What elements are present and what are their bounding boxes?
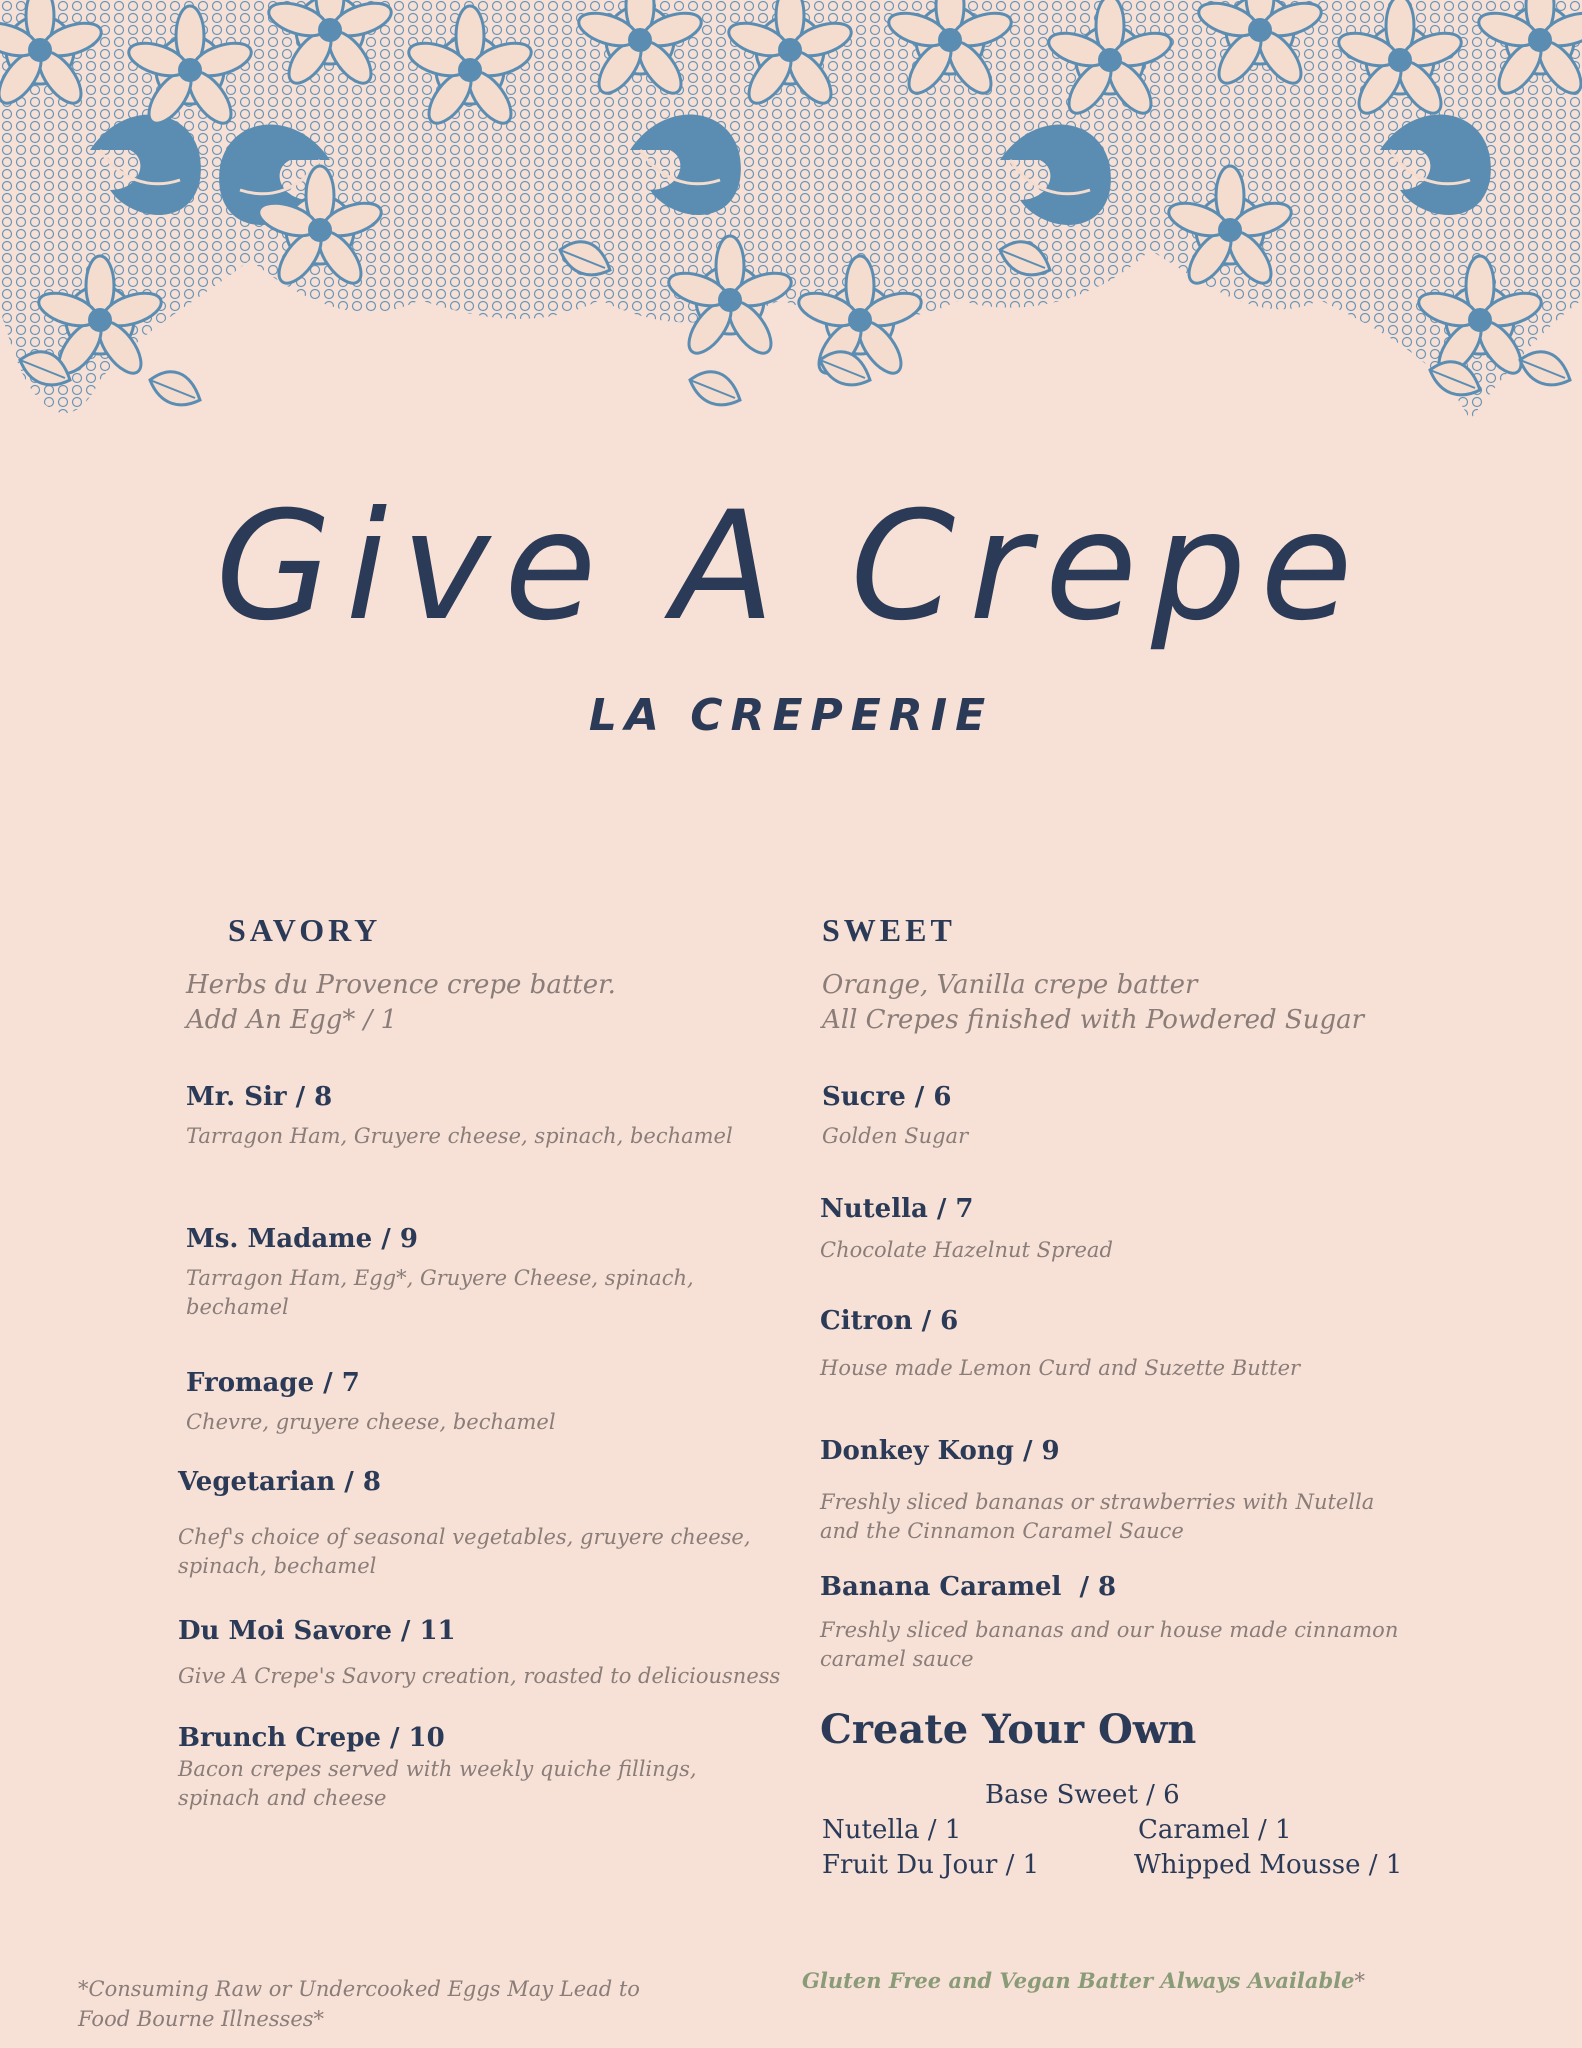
menu-item-mr-sir [186, 1082, 786, 1151]
footnote-line: Food Bourne Illnesses* [78, 2007, 325, 2031]
item-description: Tarragon Ham, Egg*, Gruyere Cheese, spinach, bechamel [186, 1266, 694, 1319]
gluten-free-asterisk: * [1354, 1969, 1366, 1993]
item-name: Nutella / 7 [820, 1194, 974, 1224]
savory-intro-line: Add An Egg* / 1 [186, 1005, 398, 1035]
item-name: Banana Caramel / 8 [820, 1572, 1117, 1602]
item-name: Citron / 6 [820, 1306, 959, 1336]
sweet-heading: SWEET [822, 912, 956, 948]
savory-intro [186, 968, 616, 1038]
menu-item-du-moi-savore [178, 1616, 818, 1691]
menu-item-vegetarian [178, 1467, 778, 1581]
item-description: Golden Sugar [822, 1124, 969, 1148]
menu-item-fromage [186, 1368, 786, 1437]
sweet-intro-line: All Crepes finished with Powdered Sugar [822, 1005, 1365, 1035]
item-name: Brunch Crepe / 10 [178, 1723, 445, 1753]
item-description: Chevre, gruyere cheese, bechamel [186, 1410, 556, 1434]
create-your-own-option: Caramel / 1 [1138, 1815, 1292, 1845]
eggs-warning-footnote [78, 1974, 640, 2034]
item-description: Freshly sliced bananas or strawberries with Nutella and the Cinnamon Caramel Sauce [820, 1490, 1375, 1543]
create-your-own-base: Base Sweet / 6 [985, 1780, 1180, 1810]
menu-item-brunch-crepe [178, 1723, 738, 1813]
create-your-own-option: Whipped Mousse / 1 [1134, 1850, 1403, 1880]
item-description: Chocolate Hazelnut Spread [820, 1238, 1113, 1262]
footnote-line: *Consuming Raw or Undercooked Eggs May Lead to [78, 1977, 640, 2001]
savory-intro-line: Herbs du Provence crepe batter. [186, 970, 616, 1000]
create-your-own-option: Fruit Du Jour / 1 [822, 1850, 1040, 1880]
item-name: Ms. Madame / 9 [186, 1224, 418, 1254]
gluten-free-text: Gluten Free and Vegan Batter Always Available [802, 1968, 1355, 1993]
menu-item-banana-caramel [820, 1572, 1410, 1674]
item-description: Bacon crepes served with weekly quiche fillings, spinach and cheese [178, 1757, 697, 1810]
item-name: Vegetarian / 8 [178, 1467, 381, 1497]
item-name: Mr. Sir / 8 [186, 1082, 333, 1112]
item-description: House made Lemon Curd and Suzette Butter [820, 1356, 1301, 1380]
item-name: Fromage / 7 [186, 1368, 360, 1398]
menu-item-citron [820, 1306, 1420, 1383]
savory-heading: SAVORY [228, 912, 382, 948]
sweet-intro [822, 968, 1364, 1038]
page-subtitle: LA CREPERIE [588, 690, 994, 741]
create-your-own-title: Create Your Own [820, 1706, 1197, 1753]
menu-item-ms-madame [186, 1224, 746, 1322]
lace-border-decoration [0, 0, 1582, 440]
menu-item-donkey-kong [820, 1436, 1410, 1546]
item-name: Sucre / 6 [822, 1082, 952, 1112]
item-name: Du Moi Savore / 11 [178, 1616, 456, 1646]
menu-item-sucre [822, 1082, 1422, 1151]
item-name: Donkey Kong / 9 [820, 1436, 1060, 1466]
item-description: Freshly sliced bananas and our house made cinnamon caramel sauce [820, 1618, 1399, 1671]
sweet-intro-line: Orange, Vanilla crepe batter [822, 970, 1198, 1000]
gluten-free-note [802, 1968, 1365, 1993]
page-title: Give A Crepe [215, 480, 1367, 654]
item-description: Tarragon Ham, Gruyere cheese, spinach, bechamel [186, 1124, 733, 1148]
item-description: Give A Crepe's Savory creation, roasted to deliciousness [178, 1664, 781, 1688]
menu-item-nutella [820, 1194, 1420, 1265]
create-your-own-option: Nutella / 1 [822, 1815, 962, 1845]
item-description: Chef's choice of seasonal vegetables, gruyere cheese, spinach, bechamel [178, 1525, 751, 1578]
